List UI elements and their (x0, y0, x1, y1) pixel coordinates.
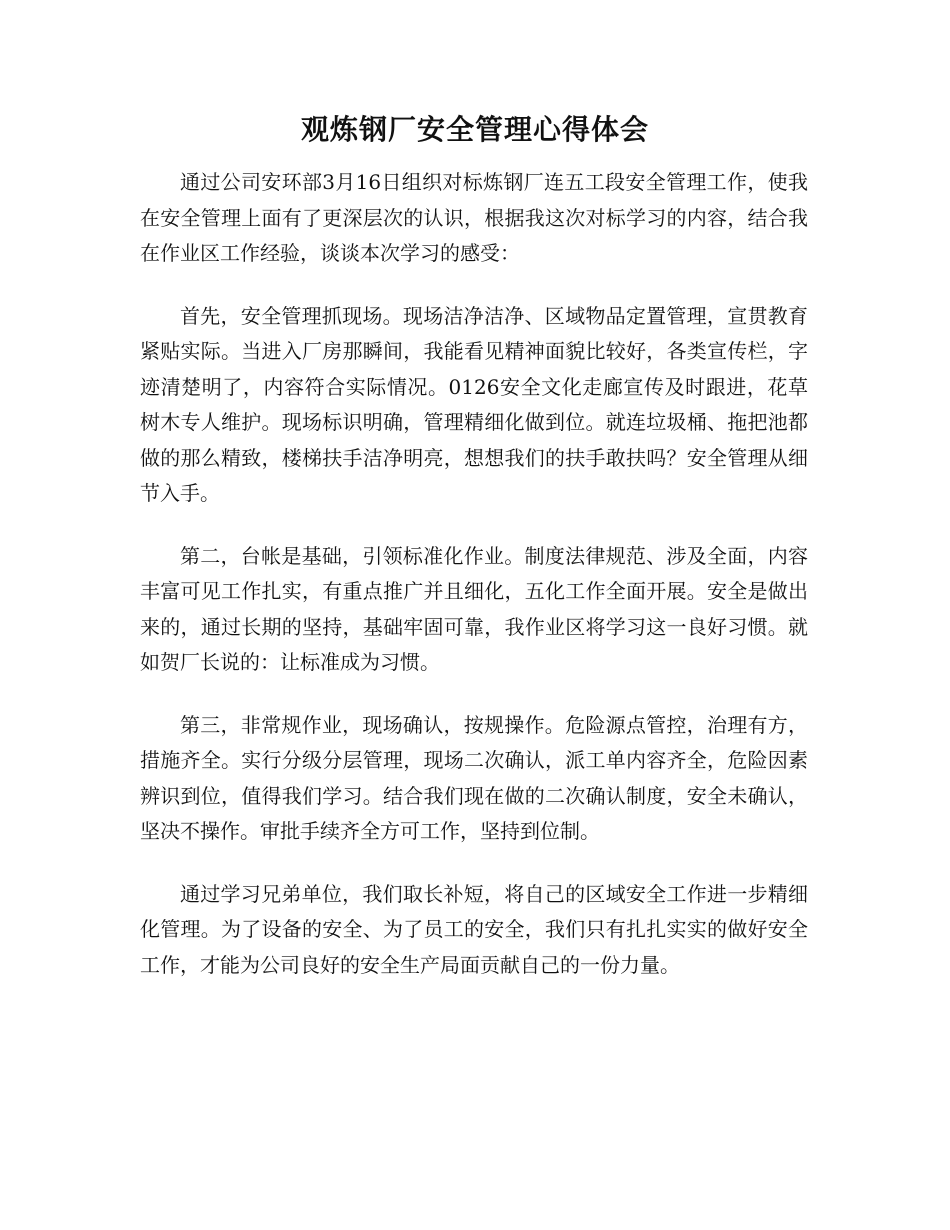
paragraph-third-point: 第三，非常规作业，现场确认，按规操作。危险源点管控，治理有方，措施齐全。实行分级分层管理，现场二次确认，派工单内容齐全，危险因素辨识到位，值得我们学习。结合我们现在做的二次确认制度，安全未确认，坚决不操作。审批手续齐全方可工作，坚持到位制。 (140, 712, 808, 843)
document-title: 观炼钢厂安全管理心得体会 (300, 113, 649, 146)
paragraph-first-point: 首先，安全管理抓现场。现场洁净洁净、区域物品定置管理，宣贯教育紧贴实际。当进入厂房那瞬间，我能看见精神面貌比较好，各类宣传栏，字迹清楚明了，内容符合实际情况。0126安全文化走廊宣传及时跟进，花草树木专人维护。现场标识明确，管理精细化做到位。就连垃圾桶、拖把池都做的那么精致，楼梯扶手洁净明亮，想想我们的扶手敢扶吗？安全管理从细节入手。 (140, 303, 808, 505)
paragraph-second-point: 第二，台帐是基础，引领标准化作业。制度法律规范、涉及全面，内容丰富可见工作扎实，有重点推广并且细化，五化工作全面开展。安全是做出来的，通过长期的坚持，基础牢固可靠，我作业区将学习这一良好习惯。就如贺厂长说的：让标准成为习惯。 (140, 543, 808, 674)
paragraph-conclusion: 通过学习兄弟单位，我们取长补短，将自己的区域安全工作进一步精细化管理。为了设备的安全、为了员工的安全，我们只有扎扎实实的做好安全工作，才能为公司良好的安全生产局面贡献自己的一份力量。 (140, 881, 808, 977)
document-body (140, 165, 808, 1010)
paragraph-intro: 通过公司安环部3月16日组织对标炼钢厂连五工段安全管理工作，使我在安全管理上面有了更深层次的认识，根据我这次对标学习的内容，结合我在作业区工作经验，谈谈本次学习的感受： (140, 170, 808, 265)
